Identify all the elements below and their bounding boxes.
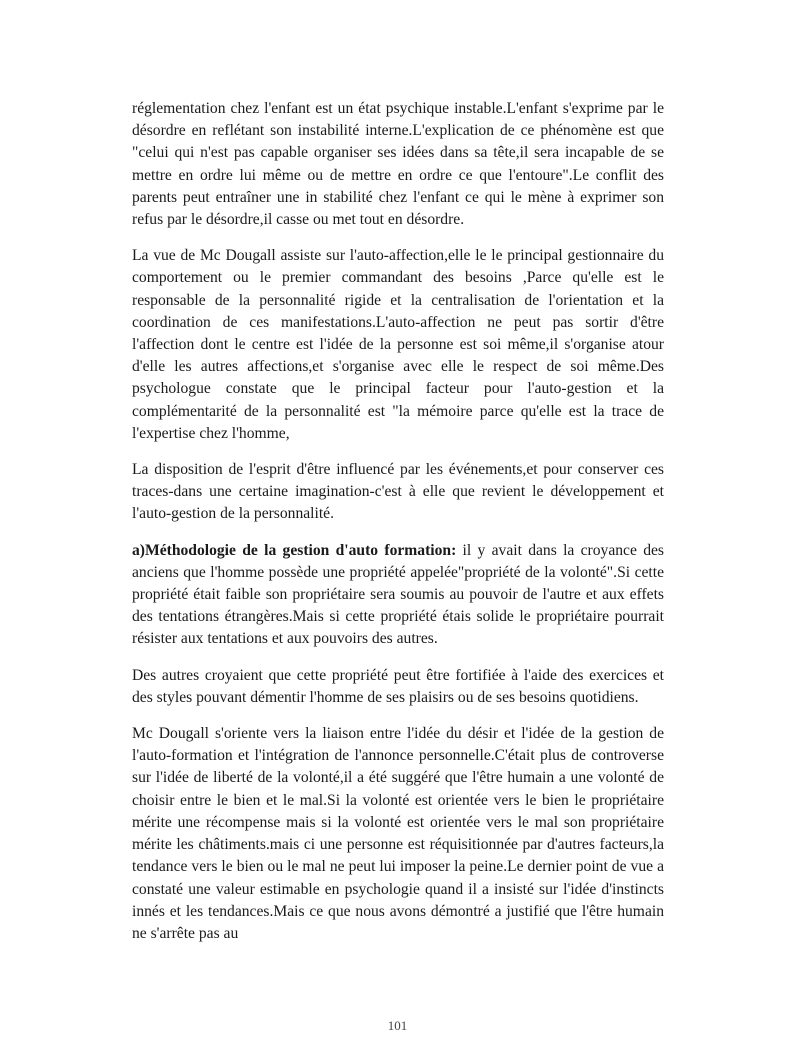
- paragraph-6-text: Mc Dougall s'oriente vers la liaison entre l'idée du désir et l'idée de la gestion de l'auto-formation et l'intégration de l'annonce personnelle.C'était plus de controverse sur l'idée de liberté de la volonté,il a été suggéré que l'être humain a une volonté de choisir entre le bien et le mal.Si la volonté est orientée vers le bien le propriétaire mérite une récompense mais si la volonté est orientée vers le mal son propriétaire mérite les châtiments.mais ci une personne est réquisitionnée par d'autres facteurs,la tendance vers le bien ou le mal ne peut lui imposer la peine.Le dernier point de vue a constaté une valeur estimable en psychologie quand il a insisté sur l'idée d'instincts innés et les tendances.Mais ce que nous avons démontré a justifié que l'être humain ne s'arrête pas au: [132, 725, 664, 942]
- paragraph-3-text: La disposition de l'esprit d'être influencé par les événements,et pour conserver ces traces-dans une certaine imagination-c'est à elle que revient le développement et l'auto-gestion de la personnalité.: [132, 461, 664, 523]
- document-page: [132, 98, 664, 959]
- section-heading: a)Méthodologie de la gestion d'auto formation:: [132, 541, 457, 559]
- paragraph-3: [132, 459, 664, 526]
- paragraph-4-text: il y avait dans la croyance des anciens que l'homme possède une propriété appelée"propriété de la volonté".Si cette propriété était faible son propriétaire sera soumis au pouvoir de l'autre et aux effets des tentations étrangères.Mais si cette propriété étais solide le propriétaire pourrait résister aux tentations et aux pouvoirs des autres.: [132, 541, 664, 648]
- paragraph-4: [132, 540, 664, 651]
- page-number: 101: [387, 1018, 408, 1033]
- paragraph-1-text: réglementation chez l'enfant est un état psychique instable.L'enfant s'exprime par le désordre en reflétant son instabilité interne.L'explication de ce phénomène est que "celui qui n'est pas capable organiser ses idées dans sa tête,il sera incapable de se mettre en ordre lui même ou de mettre en ordre ce que l'entoure".Le conflit des parents peut entraîner une in stabilité chez l'enfant ce qui le mène à exprimer son refus par le désordre,il casse ou met tout en désordre.: [132, 100, 664, 229]
- paragraph-1: [132, 98, 664, 231]
- paragraph-6: [132, 723, 664, 945]
- paragraph-2-text: La vue de Mc Dougall assiste sur l'auto-affection,elle le le principal gestionnaire du comportement ou le premier commandant des besoins ,Parce qu'elle est le responsable de la personnalité rigide et la centralisation de l'orientation et la coordination de ces manifestations.L'auto-affection ne peut pas sortir d'être l'affection dont le centre est l'idée de la personne est soi même,il s'organise atour d'elle les autres affections,et s'organise avec elle le respect de soi même.Des psychologue constate que le principal facteur pour l'auto-gestion et la complémentarité de la personnalité est "la mémoire parce qu'elle est la trace de l'expertise chez l'homme,: [132, 247, 664, 442]
- paragraph-5: [132, 665, 664, 709]
- paragraph-2: [132, 245, 664, 445]
- paragraph-5-text: Des autres croyaient que cette propriété peut être fortifiée à l'aide des exercices et des styles pouvant démentir l'homme de ses plaisirs ou de ses besoins quotidiens.: [132, 666, 664, 706]
